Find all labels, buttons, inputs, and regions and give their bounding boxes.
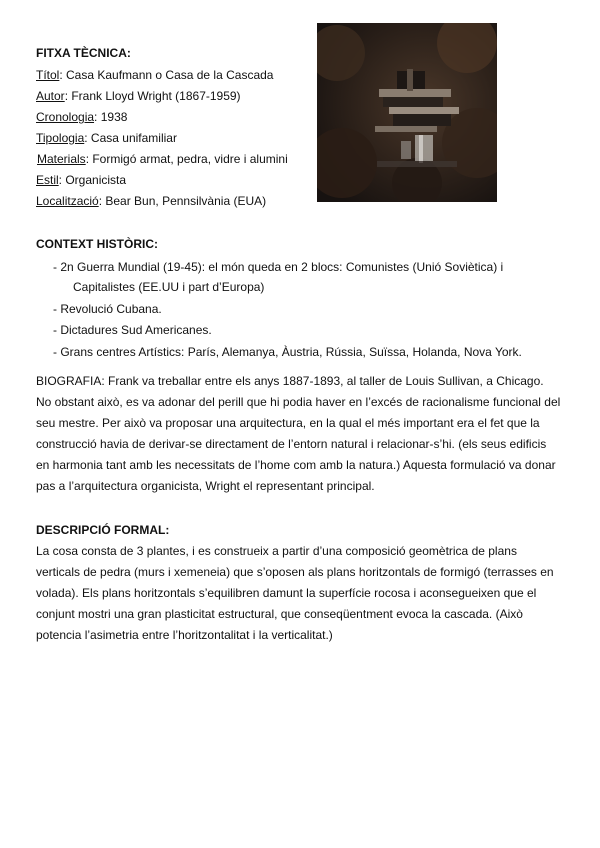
biografia-line: en harmonia tant amb les necessitats de l’home com amb la natura.) Aquesta formulació va donar bbox=[36, 458, 556, 472]
fitxa-label: Estil bbox=[36, 173, 59, 187]
fitxa-value: : Casa unifamiliar bbox=[84, 131, 177, 145]
fitxa-row-materials bbox=[37, 152, 288, 166]
fitxa-label: Tipologia bbox=[36, 131, 85, 145]
fitxa-label: Títol bbox=[36, 68, 60, 82]
fitxa-row-tipologia bbox=[36, 131, 177, 145]
descripcio-line: verticals de pedra (murs i xemeneia) que s’oposen als plans horitzontals de formigó (terrasses en bbox=[36, 565, 554, 579]
fitxa-row-titol bbox=[36, 68, 273, 82]
fitxa-row-autor bbox=[36, 89, 241, 103]
biografia-line: pas a l’arquitectura organicista, Wright el representant principal. bbox=[36, 479, 375, 493]
fitxa-row-estil bbox=[36, 173, 126, 187]
fitxa-value: : Casa Kaufmann o Casa de la Cascada bbox=[59, 68, 274, 82]
fitxa-heading: FITXA TÈCNICA: bbox=[36, 46, 131, 60]
fitxa-row-cronologia bbox=[36, 110, 127, 124]
biografia-line: No obstant això, es va adonar del perill que hi podia haver en l’excés de racionalisme funcional del bbox=[36, 395, 561, 409]
fitxa-row-localitzacio bbox=[36, 194, 266, 208]
descripcio-line: conjunt mostri una gran plasticitat estructural, que conseqüentment evoca la cascada. (Això bbox=[36, 607, 523, 621]
fallingwater-photo bbox=[317, 23, 497, 202]
biografia-line: BIOGRAFIA: Frank va treballar entre els anys 1887-1893, al taller de Louis Sullivan, a Chicago. bbox=[36, 374, 544, 388]
context-item-3: - Dictadures Sud Americanes. bbox=[53, 323, 212, 337]
context-item-1-line-2: Capitalistes (EE.UU i part d’Europa) bbox=[73, 280, 265, 294]
fitxa-label: Localització bbox=[36, 194, 99, 208]
fitxa-label: Autor bbox=[36, 89, 65, 103]
descripcio-line: La cosa consta de 3 plantes, i es construeix a partir d’una composició geomètrica de plans bbox=[36, 544, 517, 558]
descripcio-line: volada). Els plans horitzontals s’equilibren damunt la superfície rocosa i aconsegueixen que el bbox=[36, 586, 537, 600]
fitxa-value: : Frank Lloyd Wright (1867-1959) bbox=[64, 89, 241, 103]
context-item-2: - Revolució Cubana. bbox=[53, 302, 162, 316]
fitxa-label: Cronologia bbox=[36, 110, 95, 124]
descripcio-heading: DESCRIPCIÓ FORMAL: bbox=[36, 523, 170, 537]
descripcio-paragraph bbox=[36, 541, 570, 646]
fitxa-value: : Organicista bbox=[58, 173, 127, 187]
fitxa-value: : 1938 bbox=[94, 110, 128, 124]
biografia-line: construcció havia de derivar-se directament de l’entorn natural i relacionar-s’hi. (els seus edificis bbox=[36, 437, 547, 451]
context-heading: CONTEXT HISTÒRIC: bbox=[36, 237, 158, 251]
biografia-line: seu mestre. Per això va proposar una arquitectura, en la qual el més important era el fet que la bbox=[36, 416, 540, 430]
fitxa-label: Materials bbox=[37, 152, 86, 166]
biografia-paragraph bbox=[36, 371, 570, 497]
photo-illustration bbox=[317, 23, 497, 202]
context-item-1-line-1: - 2n Guerra Mundial (19-45): el món queda en 2 blocs: Comunistes (Unió Soviètica) i bbox=[53, 260, 504, 274]
descripcio-line: potencia l’asimetria entre l’horitzontalitat i la verticalitat.) bbox=[36, 628, 333, 642]
fitxa-value: : Bear Bun, Pennsilvània (EUA) bbox=[98, 194, 267, 208]
context-item-4: - Grans centres Artístics: París, Alemanya, Àustria, Rússia, Suïssa, Holanda, Nova York. bbox=[53, 345, 522, 359]
fitxa-value: : Formigó armat, pedra, vidre i alumini bbox=[85, 152, 288, 166]
